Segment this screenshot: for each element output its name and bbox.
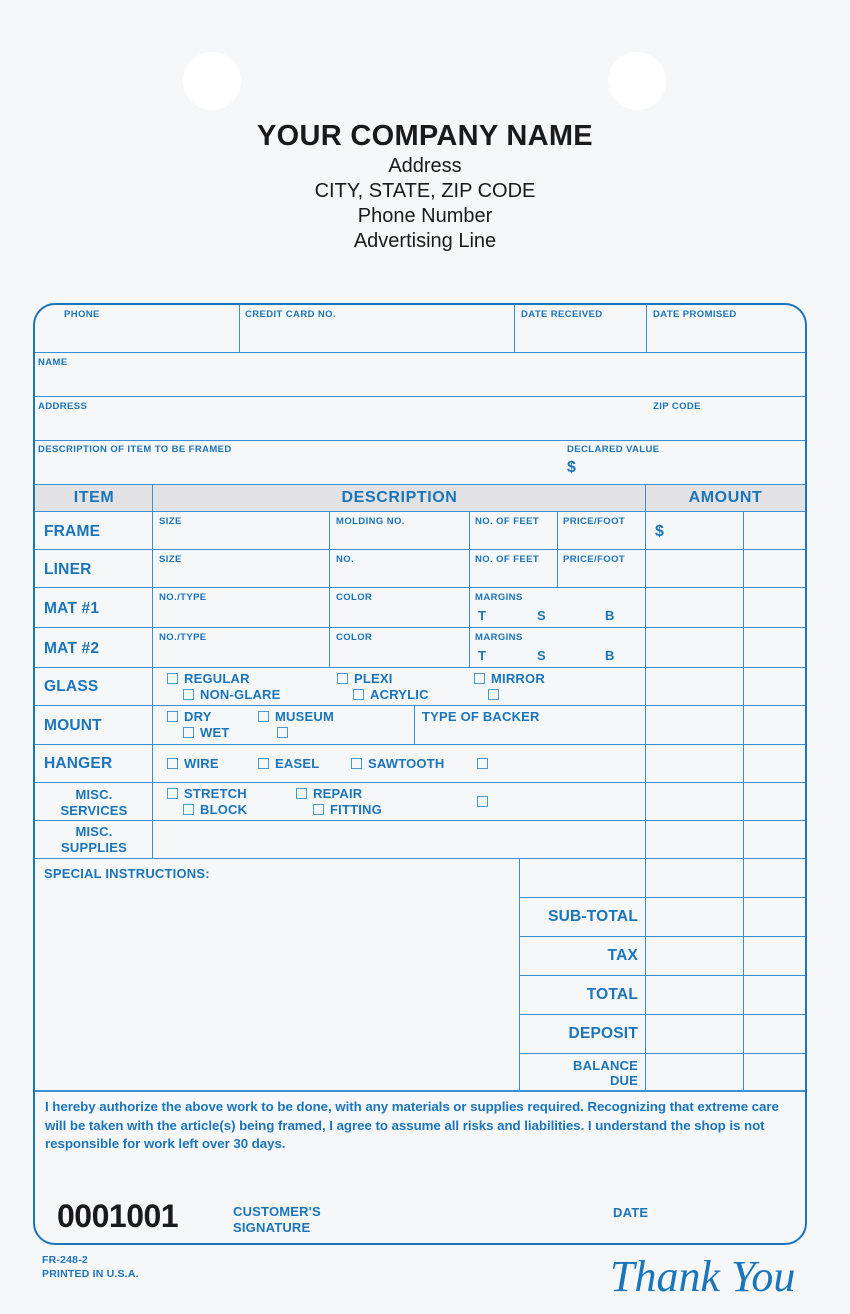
- label-hanger-wire: WIRE: [184, 756, 219, 771]
- punch-hole-right: [608, 52, 666, 110]
- label-address: ADDRESS: [38, 401, 88, 412]
- label-description-of-item: DESCRIPTION OF ITEM TO BE FRAMED: [38, 444, 232, 455]
- row-mat2-margin-side-label: S: [537, 648, 546, 663]
- table-header-amount: AMOUNT: [688, 489, 763, 506]
- company-address: Address: [388, 155, 462, 177]
- label-glass-acrylic: ACRYLIC: [370, 687, 429, 702]
- label-glass-plexi: PLEXI: [354, 671, 393, 686]
- row-mat2-color-label: COLOR: [336, 632, 373, 643]
- company-city-state-zip: CITY, STATE, ZIP CODE: [314, 180, 536, 202]
- totals-row-blank-amount-cell[interactable]: [646, 859, 744, 898]
- authorization-text: I hereby authorize the above work to be done, with any materials or supplies required. Recognizing that extreme care will be taken with the article(s) being framed, I agree to assume all risks and liabilities. I understand the shop is not responsible for work left over 30 days.: [45, 1099, 779, 1152]
- label-declared-value: DECLARED VALUE: [567, 444, 660, 455]
- row-mat1-no-type-label: NO./TYPE: [159, 592, 207, 603]
- label-mount-museum: MUSEUM: [275, 709, 334, 724]
- thank-you-text: Thank You: [610, 1252, 796, 1301]
- customer-signature-label: [233, 1204, 321, 1236]
- printed-in: PRINTED IN U.S.A.: [42, 1268, 139, 1280]
- totals-row-total-amount-cell[interactable]: [646, 976, 744, 1015]
- checkbox-glass-regular[interactable]: [167, 673, 178, 684]
- row-liner-size-label: SIZE: [159, 554, 182, 565]
- totals-row-balance-due-amount-cell[interactable]: [646, 1054, 744, 1092]
- row-mount-amount-cell[interactable]: [646, 706, 744, 745]
- row-misc-supplies-item-label-line1: MISC.: [75, 824, 113, 839]
- label-type-of-backer: TYPE OF BACKER: [422, 709, 540, 724]
- serial-number: 0001001: [57, 1198, 179, 1234]
- customer-signature-line1: CUSTOMER'S: [233, 1204, 321, 1219]
- row-mat1-amount-cell[interactable]: [646, 588, 744, 628]
- row-mat2-amount-cents-cell[interactable]: [744, 628, 805, 668]
- checkbox-mount-dry[interactable]: [167, 711, 178, 722]
- row-liner-no-label: NO.: [336, 554, 355, 565]
- row-frame-amount-currency-symbol: $: [655, 523, 664, 540]
- checkbox-hanger-wire[interactable]: [167, 758, 178, 769]
- totals-label-balance-due-line1: BALANCE: [573, 1058, 638, 1073]
- totals-row-balance-due-cents-cell[interactable]: [744, 1054, 805, 1092]
- letterhead: [0, 118, 850, 254]
- checkbox-mount-museum[interactable]: [258, 711, 269, 722]
- company-phone: Phone Number: [357, 205, 493, 227]
- row-liner-no-of-feet-label: NO. OF FEET: [475, 554, 540, 565]
- checkbox-misc-other[interactable]: [477, 796, 488, 807]
- label-date-received: DATE RECEIVED: [521, 309, 603, 320]
- row-misc-services-item-label-line1: MISC.: [75, 787, 113, 802]
- form-imprint: [42, 1253, 139, 1281]
- row-mount-amount-cents-cell[interactable]: [744, 706, 805, 745]
- label-mount-wet: WET: [200, 725, 230, 740]
- thank-you-script: [608, 1243, 808, 1305]
- row-misc-supplies-amount-cell[interactable]: [646, 821, 744, 859]
- totals-label-balance-due-line2: DUE: [609, 1073, 638, 1088]
- totals-label-subtotal: SUB-TOTAL: [548, 908, 638, 925]
- row-mat1-margin-top-label: T: [478, 608, 487, 623]
- totals-row-deposit-cents-cell[interactable]: [744, 1015, 805, 1054]
- checkbox-hanger-other[interactable]: [477, 758, 488, 769]
- row-misc-supplies-item-label-line2: SUPPLIES: [61, 840, 127, 855]
- row-liner-amount-cell[interactable]: [646, 550, 744, 588]
- totals-label-tax: TAX: [607, 947, 638, 964]
- checkbox-glass-acrylic[interactable]: [353, 689, 364, 700]
- row-mount-item-label: MOUNT: [44, 717, 102, 734]
- row-mat1-margins-label: MARGINS: [475, 592, 523, 603]
- row-hanger-amount-cell[interactable]: [646, 745, 744, 783]
- signature-date-label: DATE: [613, 1205, 649, 1220]
- row-mat2-item-label: MAT #2: [44, 640, 100, 657]
- label-name: NAME: [38, 357, 68, 368]
- row-mat1-color-label: COLOR: [336, 592, 373, 603]
- label-mount-dry: DRY: [184, 709, 212, 724]
- row-liner-item-label: LINER: [44, 561, 92, 578]
- checkbox-glass-plexi[interactable]: [337, 673, 348, 684]
- row-mat2-amount-cell[interactable]: [646, 628, 744, 668]
- checkbox-glass-other[interactable]: [488, 689, 499, 700]
- row-frame-price-foot-label: PRICE/FOOT: [563, 516, 626, 527]
- label-zip-code: ZIP CODE: [653, 401, 701, 412]
- row-frame-no-of-feet-label: NO. OF FEET: [475, 516, 540, 527]
- row-mat2-margin-bottom-label: B: [605, 648, 615, 663]
- table-header-description: DESCRIPTION: [341, 489, 458, 506]
- row-frame-molding-no-label: MOLDING NO.: [336, 516, 405, 527]
- label-glass-mirror: MIRROR: [491, 671, 545, 686]
- totals-label-total: TOTAL: [586, 986, 638, 1003]
- label-phone: PHONE: [64, 309, 100, 320]
- checkbox-glass-mirror[interactable]: [474, 673, 485, 684]
- row-liner-price-foot-label: PRICE/FOOT: [563, 554, 626, 565]
- label-hanger-sawtooth: SAWTOOTH: [368, 756, 445, 771]
- customer-signature-line2: SIGNATURE: [233, 1220, 311, 1235]
- label-credit-card-no: CREDIT CARD NO.: [245, 309, 336, 320]
- row-hanger-item-label: HANGER: [44, 755, 113, 772]
- label-glass-regular: REGULAR: [184, 671, 250, 686]
- totals-row-total-cents-cell[interactable]: [744, 976, 805, 1015]
- special-instructions-cell[interactable]: [35, 859, 520, 1092]
- row-hanger-amount-cents-cell[interactable]: [744, 745, 805, 783]
- row-glass-amount-cents-cell[interactable]: [744, 668, 805, 706]
- totals-row-deposit-amount-cell[interactable]: [646, 1015, 744, 1054]
- row-mat1-margin-side-label: S: [537, 608, 546, 623]
- checkbox-mount-other[interactable]: [277, 727, 288, 738]
- totals-row-blank-cents-cell[interactable]: [744, 859, 805, 898]
- row-misc-supplies-entry-cell[interactable]: [153, 821, 646, 859]
- company-advertising-line: Advertising Line: [353, 230, 497, 252]
- label-misc-repair: REPAIR: [313, 786, 363, 801]
- row-mat1-item-label: MAT #1: [44, 600, 100, 617]
- totals-row-tax-amount-cell[interactable]: [646, 937, 744, 976]
- totals-label-deposit: DEPOSIT: [568, 1025, 638, 1042]
- row-mat2-margins-label: MARGINS: [475, 632, 523, 643]
- checkbox-hanger-sawtooth[interactable]: [351, 758, 362, 769]
- declared-value-currency-symbol: $: [567, 459, 576, 476]
- row-misc-services-amount-cents-cell[interactable]: [744, 783, 805, 821]
- form-code: FR-248-2: [42, 1254, 88, 1266]
- row-misc-services-item-label-line2: SERVICES: [60, 803, 128, 818]
- row-misc-services-amount-cell[interactable]: [646, 783, 744, 821]
- checkbox-misc-fitting[interactable]: [313, 804, 324, 815]
- row-glass-item-label: GLASS: [44, 678, 99, 695]
- row-liner-amount-cents-cell[interactable]: [744, 550, 805, 588]
- checkbox-misc-stretch[interactable]: [167, 788, 178, 799]
- checkbox-misc-repair[interactable]: [296, 788, 307, 799]
- field-name[interactable]: [35, 353, 805, 397]
- row-glass-amount-cell[interactable]: [646, 668, 744, 706]
- checkbox-misc-block[interactable]: [183, 804, 194, 815]
- label-hanger-easel: EASEL: [275, 756, 320, 771]
- label-misc-block: BLOCK: [200, 802, 248, 817]
- label-misc-fitting: FITTING: [330, 802, 382, 817]
- row-mat1-amount-cents-cell[interactable]: [744, 588, 805, 628]
- totals-row-tax-cents-cell[interactable]: [744, 937, 805, 976]
- totals-row-blank-label-cell: [520, 859, 646, 898]
- row-frame-size-label: SIZE: [159, 516, 182, 527]
- totals-row-subtotal-amount-cell[interactable]: [646, 898, 744, 937]
- table-header-item: ITEM: [73, 489, 115, 506]
- row-mat2-margin-top-label: T: [478, 648, 487, 663]
- totals-row-subtotal-cents-cell[interactable]: [744, 898, 805, 937]
- checkbox-hanger-easel[interactable]: [258, 758, 269, 769]
- row-mat1-margin-bottom-label: B: [605, 608, 615, 623]
- company-name: YOUR COMPANY NAME: [257, 120, 593, 152]
- label-misc-stretch: STRETCH: [184, 786, 247, 801]
- label-date-promised: DATE PROMISED: [653, 309, 737, 320]
- row-mat2-no-type-label: NO./TYPE: [159, 632, 207, 643]
- punch-hole-left: [183, 52, 241, 110]
- checkbox-glass-non-glare[interactable]: [183, 689, 194, 700]
- checkbox-mount-wet[interactable]: [183, 727, 194, 738]
- row-frame-amount-cents-cell[interactable]: [744, 512, 805, 550]
- special-instructions-label: SPECIAL INSTRUCTIONS:: [44, 866, 210, 881]
- row-frame-item-label: FRAME: [44, 523, 101, 540]
- label-glass-non-glare: NON-GLARE: [200, 687, 281, 702]
- row-misc-supplies-amount-cents-cell[interactable]: [744, 821, 805, 859]
